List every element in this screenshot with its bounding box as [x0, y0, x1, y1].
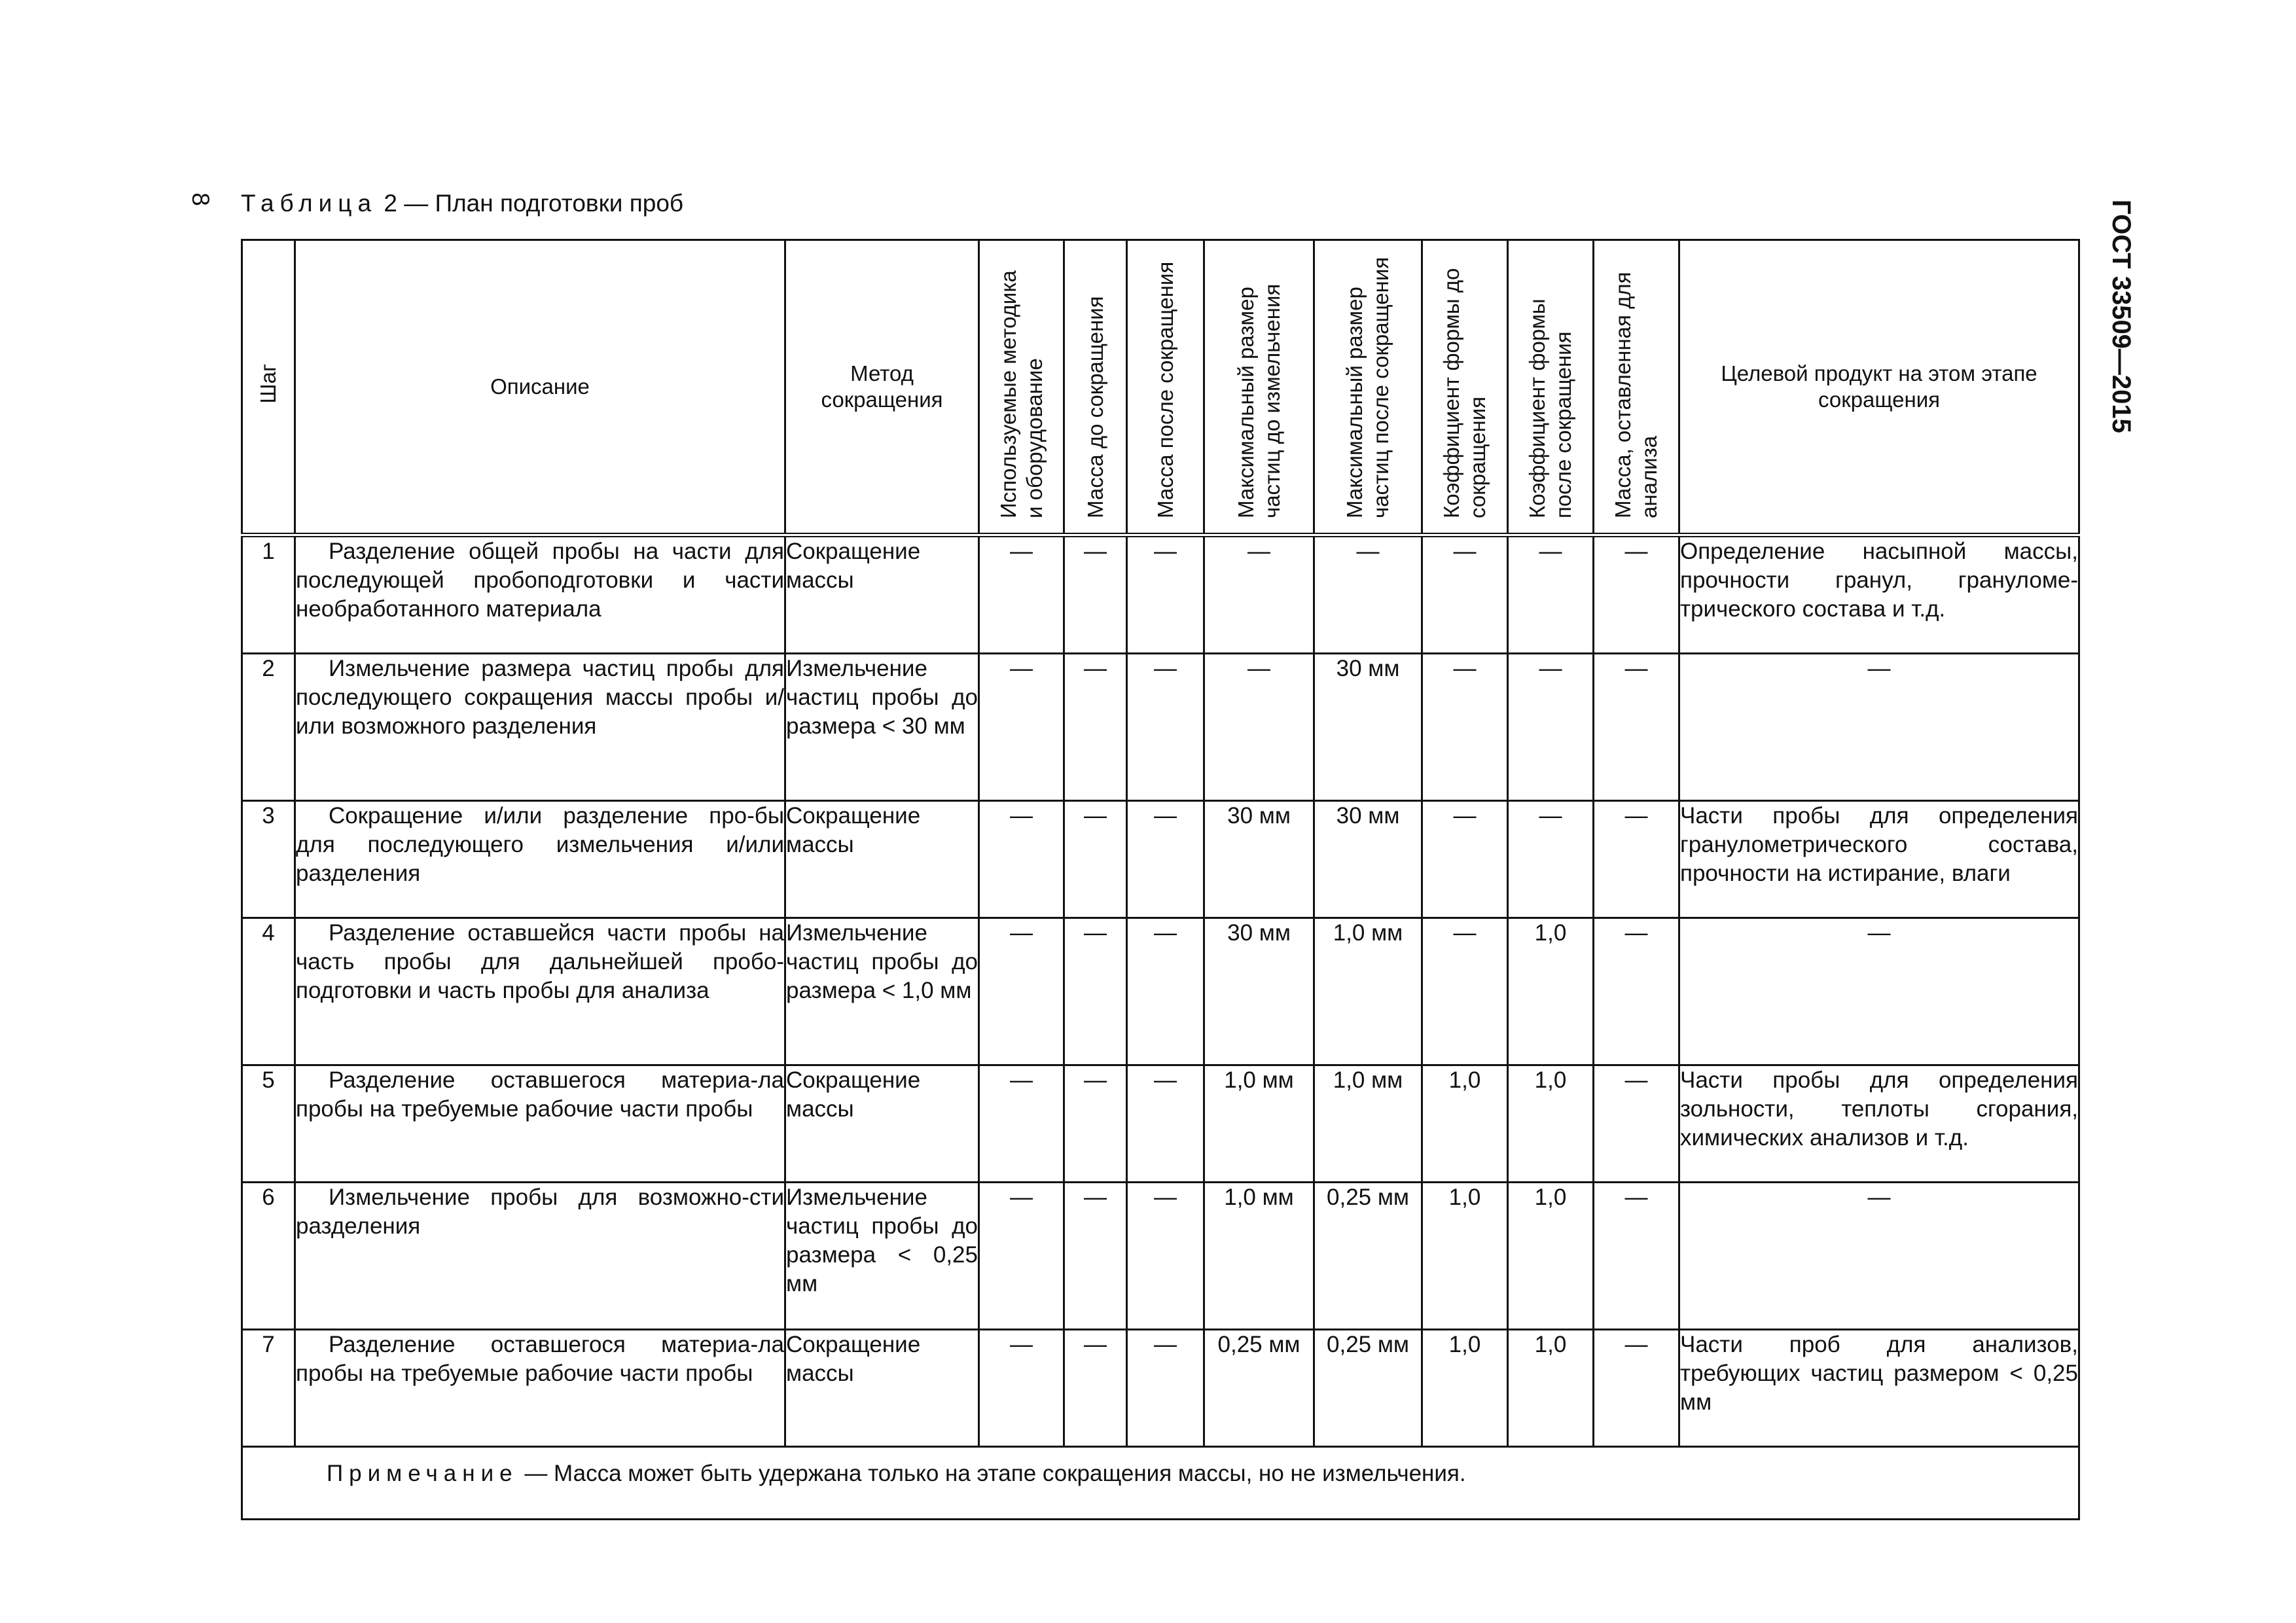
header-max-after-line1: Максимальный размер [1342, 286, 1367, 518]
header-max-before [1204, 240, 1314, 535]
table-caption [241, 190, 683, 217]
header-max-after [1314, 240, 1422, 535]
cell-shape-before: 1,0 [1422, 1065, 1508, 1183]
cell-target: Части пробы для определения зольности, теплоты сгорания, химических анализов и т.д. [1679, 1065, 2079, 1183]
table-row [242, 1065, 2079, 1183]
cell-shape-after: — [1508, 654, 1594, 801]
cell-retained: — [1594, 1065, 1679, 1183]
cell-description: Разделение оставшегося материа-ла пробы на требуемые рабочие части пробы [295, 1065, 785, 1183]
header-max-before-line2: частиц до измельчения [1259, 283, 1284, 518]
cell-max-after: 0,25 мм [1314, 1330, 1422, 1447]
note-label: Примечание [327, 1461, 518, 1486]
cell-equipment: — [979, 654, 1064, 801]
cell-mass-before: — [1064, 535, 1127, 654]
cell-equipment: — [979, 535, 1064, 654]
cell-shape-after: 1,0 [1508, 1065, 1594, 1183]
cell-max-before: 30 мм [1204, 918, 1314, 1065]
cell-max-before: 30 мм [1204, 801, 1314, 918]
cell-description: Разделение общей пробы на части для последующей пробоподготовки и части необработанного материала [295, 535, 785, 654]
cell-target: — [1679, 654, 2079, 801]
cell-max-after: — [1314, 535, 1422, 654]
cell-shape-after: — [1508, 535, 1594, 654]
cell-equipment: — [979, 1183, 1064, 1330]
cell-method: Измельчение частиц пробы до размера < 0,25 мм [785, 1183, 979, 1330]
header-method-line2: сокращения [821, 387, 943, 412]
header-step-label: Шаг [256, 364, 280, 404]
sample-preparation-table [241, 239, 2080, 1520]
header-equipment-line1: Используемые методика [996, 270, 1020, 518]
cell-mass-before: — [1064, 1065, 1127, 1183]
cell-description: Разделение оставшейся части пробы на часть пробы для дальнейшей пробо-подготовки и часть пробы для анализа [295, 918, 785, 1065]
cell-method: Сокращение массы [785, 535, 979, 654]
cell-method: Измельчение частиц пробы до размера < 30 мм [785, 654, 979, 801]
cell-shape-after: 1,0 [1508, 918, 1594, 1065]
cell-shape-after: — [1508, 801, 1594, 918]
cell-mass-before: — [1064, 801, 1127, 918]
header-mass-after-label: Масса после сокращения [1153, 261, 1177, 518]
table-row [242, 535, 2079, 654]
table-row [242, 1330, 2079, 1447]
cell-shape-after: 1,0 [1508, 1330, 1594, 1447]
table-caption-label: Таблица [241, 190, 378, 217]
cell-retained: — [1594, 1330, 1679, 1447]
cell-mass-after: — [1127, 1330, 1204, 1447]
table-caption-title: 2 — План подготовки проб [384, 190, 684, 217]
cell-step: 4 [242, 918, 295, 1065]
cell-description: Измельчение пробы для возможно-сти разделения [295, 1183, 785, 1330]
cell-shape-after: 1,0 [1508, 1183, 1594, 1330]
cell-shape-before: 1,0 [1422, 1330, 1508, 1447]
cell-method: Измельчение частиц пробы до размера < 1,0 мм [785, 918, 979, 1065]
cell-retained: — [1594, 1183, 1679, 1330]
header-shape-before-line2: сокращения [1465, 396, 1490, 518]
table-row [242, 1183, 2079, 1330]
header-max-before-label [1233, 250, 1285, 518]
header-equipment [979, 240, 1064, 535]
header-retained [1594, 240, 1679, 535]
header-max-before-line1: Максимальный размер [1233, 286, 1258, 518]
cell-shape-before: — [1422, 535, 1508, 654]
cell-equipment: — [979, 801, 1064, 918]
cell-method: Сокращение массы [785, 1330, 979, 1447]
cell-method: Сокращение массы [785, 1065, 979, 1183]
table-note-row [242, 1447, 2079, 1520]
cell-max-before: — [1204, 654, 1314, 801]
header-shape-after-label [1524, 250, 1577, 518]
cell-max-before: 1,0 мм [1204, 1183, 1314, 1330]
cell-shape-before: — [1422, 918, 1508, 1065]
cell-method: Сокращение массы [785, 801, 979, 918]
cell-equipment: — [979, 918, 1064, 1065]
cell-max-after: 30 мм [1314, 654, 1422, 801]
header-shape-after-line2: после сокращения [1551, 330, 1575, 518]
cell-target: Части пробы для определения гранулометрического состава, прочности на истирание, влаги [1679, 801, 2079, 918]
cell-step: 2 [242, 654, 295, 801]
page-number: 8 [187, 192, 214, 206]
cell-target: Части проб для анализов, требующих частиц размером < 0,25 мм [1679, 1330, 2079, 1447]
cell-mass-after: — [1127, 654, 1204, 801]
cell-description: Измельчение размера частиц пробы для последующего сокращения массы пробы и/или возможного разделения [295, 654, 785, 801]
header-equipment-label [996, 250, 1048, 518]
document-code: ГОСТ 33509—2015 [2107, 200, 2136, 433]
cell-step: 5 [242, 1065, 295, 1183]
cell-shape-before: — [1422, 801, 1508, 918]
cell-step: 3 [242, 801, 295, 918]
cell-max-after: 30 мм [1314, 801, 1422, 918]
cell-shape-before: 1,0 [1422, 1183, 1508, 1330]
header-shape-after [1508, 240, 1594, 535]
header-max-after-label [1342, 250, 1394, 518]
header-target-line1: Целевой продукт на этом этапе [1721, 361, 2037, 385]
header-mass-after [1127, 240, 1204, 535]
cell-max-before: 1,0 мм [1204, 1065, 1314, 1183]
header-target-line2: сокращения [1818, 387, 1941, 412]
cell-step: 7 [242, 1330, 295, 1447]
header-mass-before [1064, 240, 1127, 535]
cell-mass-before: — [1064, 918, 1127, 1065]
header-method [785, 240, 979, 535]
cell-target: — [1679, 918, 2079, 1065]
cell-description: Разделение оставшегося материа-ла пробы на требуемые рабочие части пробы [295, 1330, 785, 1447]
cell-equipment: — [979, 1330, 1064, 1447]
header-shape-before-label [1439, 250, 1491, 518]
table-note [242, 1447, 2079, 1520]
cell-max-after: 1,0 мм [1314, 1065, 1422, 1183]
cell-mass-after: — [1127, 918, 1204, 1065]
cell-mass-after: — [1127, 801, 1204, 918]
cell-max-before: 0,25 мм [1204, 1330, 1314, 1447]
cell-mass-before: — [1064, 1330, 1127, 1447]
cell-shape-before: — [1422, 654, 1508, 801]
table-header-row [242, 240, 2079, 535]
header-max-after-line2: частиц после сокращения [1369, 257, 1393, 518]
cell-equipment: — [979, 1065, 1064, 1183]
note-text: — Масса может быть удержана только на этапе сокращения массы, но не измельчения. [524, 1461, 1466, 1486]
cell-retained: — [1594, 801, 1679, 918]
header-description [295, 240, 785, 535]
cell-description: Сокращение и/или разделение про-бы для последующего измельчения и/или разделения [295, 801, 785, 918]
header-retained-line1: Масса, оставленная для [1611, 272, 1635, 518]
cell-retained: — [1594, 918, 1679, 1065]
cell-mass-after: — [1127, 535, 1204, 654]
cell-step: 6 [242, 1183, 295, 1330]
header-shape-before [1422, 240, 1508, 535]
header-mass-before-label: Масса до сокращения [1083, 295, 1107, 518]
header-retained-label [1610, 250, 1662, 518]
cell-target: — [1679, 1183, 2079, 1330]
header-step [242, 240, 295, 535]
cell-retained: — [1594, 654, 1679, 801]
cell-max-before: — [1204, 535, 1314, 654]
header-equipment-line2: и оборудование [1022, 357, 1047, 518]
table-row [242, 654, 2079, 801]
table-row [242, 801, 2079, 918]
cell-mass-after: — [1127, 1183, 1204, 1330]
cell-step: 1 [242, 535, 295, 654]
header-retained-line2: анализа [1637, 435, 1661, 518]
header-shape-after-line1: Коэффициент формы [1525, 298, 1549, 518]
cell-retained: — [1594, 535, 1679, 654]
header-description-label: Описание [490, 374, 590, 399]
table-row [242, 918, 2079, 1065]
header-target [1679, 240, 2079, 535]
header-method-line1: Метод [850, 361, 914, 385]
header-shape-before-line1: Коэффициент формы до [1439, 268, 1463, 518]
cell-max-after: 1,0 мм [1314, 918, 1422, 1065]
cell-max-after: 0,25 мм [1314, 1183, 1422, 1330]
cell-target: Определение насыпной массы, прочности гранул, грануломе-трического состава и т.д. [1679, 535, 2079, 654]
cell-mass-before: — [1064, 1183, 1127, 1330]
cell-mass-before: — [1064, 654, 1127, 801]
cell-mass-after: — [1127, 1065, 1204, 1183]
